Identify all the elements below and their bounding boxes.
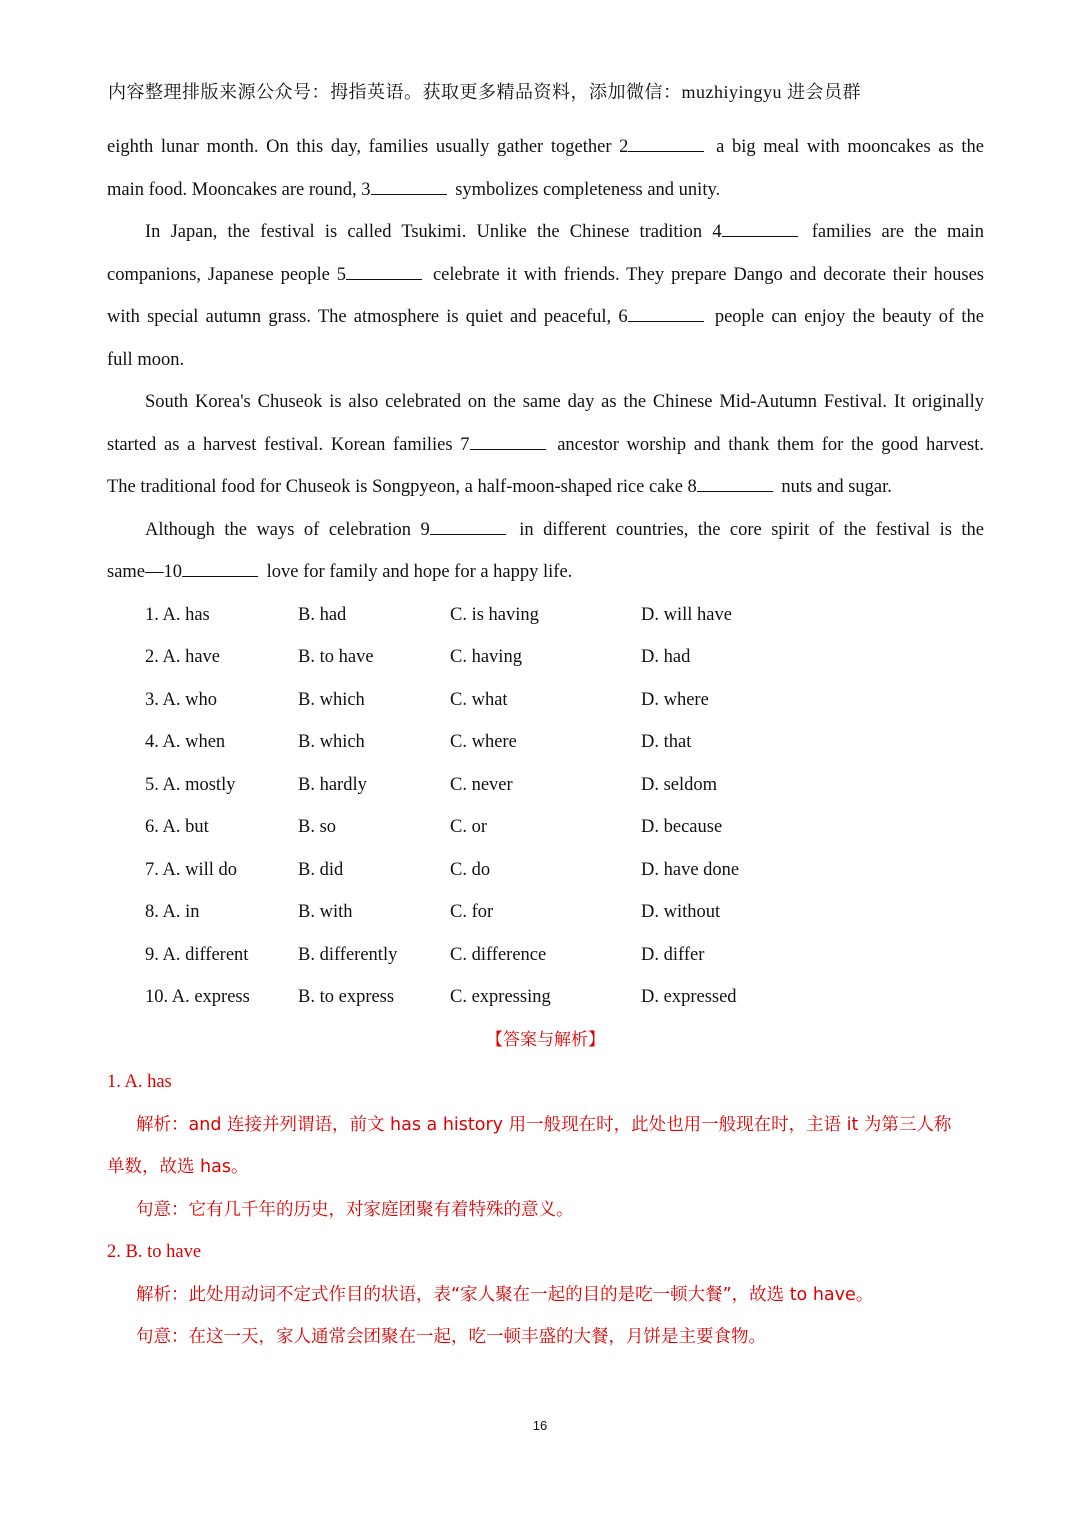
option-d: D. where: [641, 689, 709, 710]
option-a: 5. A. mostly: [145, 774, 236, 795]
blank-3: [371, 176, 447, 195]
passage-line: eighth lunar month. On this day, families usually gather together 2 a big meal with mooncakes as the: [107, 126, 984, 169]
passage-line: In Japan, the festival is called Tsukimi. Unlike the Chinese tradition 4 families are the main: [107, 211, 984, 254]
option-row: [107, 764, 984, 807]
option-c: C. or: [450, 817, 487, 837]
option-a: 8. A. in: [145, 902, 200, 922]
option-c: C. difference: [450, 944, 547, 965]
option-d: D. had: [641, 647, 691, 667]
answer-section-title: 【答案与解析】: [486, 1029, 605, 1050]
answer-1-explanation: 解析：and 连接并列谓语，前文 has a history 用一般现在时，此处也用一般现在时，主语 it 为第三人称: [136, 1114, 952, 1135]
option-b: B. differently: [298, 944, 398, 965]
passage-line: same—10 love for family and hope for a happy life.: [107, 551, 984, 594]
option-row: [107, 849, 984, 892]
option-c: C. expressing: [450, 987, 551, 1007]
option-b: B. to have: [298, 647, 374, 667]
option-d: D. because: [641, 817, 723, 837]
passage-line: with special autumn grass. The atmosphere is quiet and peaceful, 6 people can enjoy the beauty of the: [107, 296, 984, 339]
option-b: B. which: [298, 689, 365, 710]
passage-line: Although the ways of celebration 9 in different countries, the core spirit of the festival is the: [107, 509, 984, 552]
blank-6: [628, 303, 704, 322]
passage-line: main food. Mooncakes are round, 3 symbolizes completeness and unity.: [107, 169, 984, 212]
option-c: C. having: [450, 647, 522, 667]
option-c: C. is having: [450, 604, 539, 625]
option-b: B. which: [298, 732, 365, 752]
option-b: B. hardly: [298, 774, 367, 795]
answer-1-explanation-cont: 单数，故选 has。: [107, 1157, 249, 1177]
option-a: 7. A. will do: [145, 859, 237, 880]
option-d: D. expressed: [641, 987, 737, 1007]
option-b: B. so: [298, 817, 337, 837]
option-c: C. do: [450, 859, 491, 880]
blank-7: [470, 431, 546, 450]
option-row: [107, 679, 984, 722]
option-a: 1. A. has: [145, 604, 210, 625]
option-a: 10. A. express: [145, 987, 250, 1007]
passage-line: South Korea's Chuseok is also celebrated on the same day as the Chinese Mid-Autumn Festival. It originally: [145, 392, 984, 412]
option-b: B. with: [298, 902, 353, 922]
passage-line: started as a harvest festival. Korean families 7 ancestor worship and thank them for the good harvest.: [107, 424, 984, 467]
option-row: [107, 721, 984, 764]
answer-2-explanation: 解析：此处用动词不定式作目的状语，表“家人聚在一起的目的是吃一顿大餐”，故选 to have。: [136, 1284, 874, 1305]
passage-line: The traditional food for Chuseok is Songpyeon, a half-moon-shaped rice cake 8 nuts and sugar.: [107, 466, 984, 509]
passage-line: companions, Japanese people 5 celebrate it with friends. They prepare Dango and decorate their houses: [107, 254, 984, 297]
answer-2-meaning: 句意：在这一天，家人通常会团聚在一起，吃一顿丰盛的大餐，月饼是主要食物。: [136, 1327, 766, 1347]
option-b: B. to express: [298, 987, 395, 1007]
option-a: 4. A. when: [145, 732, 226, 752]
answer-2-label: 2. B. to have: [107, 1242, 202, 1262]
option-d: D. that: [641, 732, 692, 752]
option-row: [107, 891, 984, 934]
option-d: D. seldom: [641, 774, 718, 795]
option-b: B. did: [298, 859, 344, 880]
answer-1-label: 1. A. has: [107, 1072, 172, 1092]
option-c: C. where: [450, 732, 517, 752]
passage-line: full moon.: [107, 349, 185, 370]
option-row: [107, 636, 984, 679]
option-d: D. will have: [641, 604, 732, 625]
option-a: 3. A. who: [145, 689, 217, 710]
blank-5: [346, 261, 422, 280]
answer-1-meaning: 句意：它有几千年的历史，对家庭团聚有着特殊的意义。: [136, 1199, 574, 1220]
page-header: 内容整理排版来源公众号：拇指英语。获取更多精品资料，添加微信：muzhiyingyu 进会员群: [108, 82, 861, 102]
option-d: D. differ: [641, 944, 705, 965]
option-row: [107, 976, 984, 1019]
option-d: D. have done: [641, 859, 740, 880]
options-list: [107, 594, 984, 1019]
passage-and-answers: [107, 126, 984, 1359]
option-b: B. had: [298, 604, 347, 625]
option-c: C. never: [450, 774, 513, 795]
option-a: 2. A. have: [145, 647, 221, 667]
option-c: C. for: [450, 902, 494, 922]
blank-4: [722, 218, 798, 237]
blank-2: [628, 133, 704, 152]
option-c: C. what: [450, 689, 508, 710]
page-number: 16: [532, 1418, 548, 1433]
blank-9: [430, 516, 506, 535]
option-row: [107, 806, 984, 849]
option-d: D. without: [641, 902, 721, 922]
option-row: [107, 934, 984, 977]
option-a: 9. A. different: [145, 944, 249, 965]
option-a: 6. A. but: [145, 817, 209, 837]
option-row: [107, 594, 984, 637]
blank-10: [182, 558, 258, 577]
blank-8: [697, 473, 773, 492]
